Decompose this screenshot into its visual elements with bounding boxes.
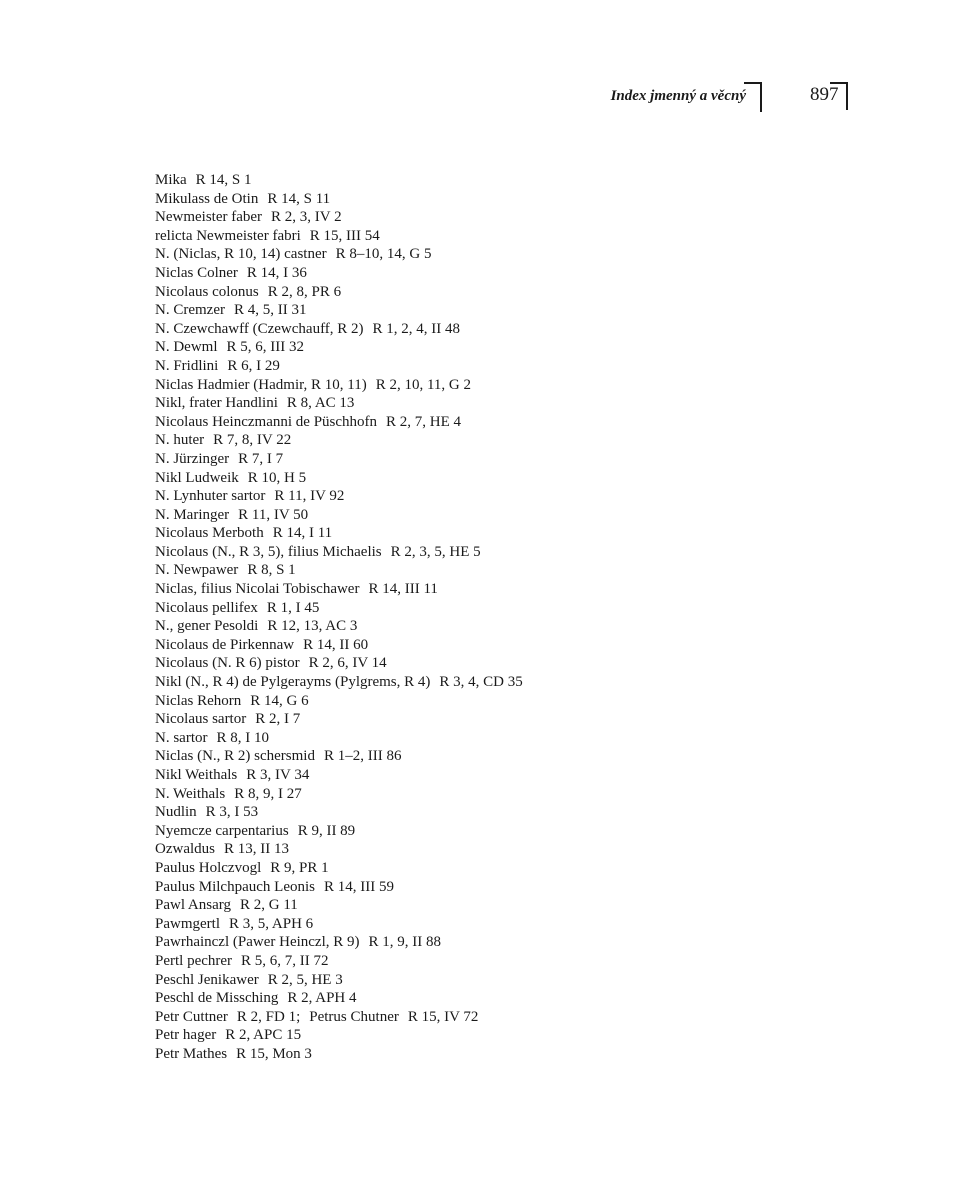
entry-name: N. huter [155, 432, 205, 449]
index-entry [155, 747, 523, 766]
entry-reference: R 3, 4, CD 35 [439, 674, 523, 691]
index-entry [155, 729, 523, 748]
entry-name: N. Fridlini [155, 357, 219, 374]
entry-name: Paulus Holczvogl [155, 859, 262, 876]
index-entry [155, 543, 523, 562]
entry-reference: R 8, I 10 [216, 729, 269, 746]
index-entry [155, 952, 523, 971]
running-title: Index jmenný a věcný [610, 88, 746, 104]
entry-reference: R 12, 13, AC 3 [267, 618, 358, 635]
entry-reference: R 14, G 6 [250, 692, 309, 709]
entry-reference: R 7, 8, IV 22 [213, 432, 292, 449]
index-entry [155, 878, 523, 897]
entry-reference: R 2, 3, IV 2 [271, 209, 342, 226]
entry-name: Nudlin [155, 804, 197, 821]
rule-corner [744, 82, 762, 84]
entry-name: Niclas Rehorn [155, 692, 242, 709]
entry-name: N. Lynhuter sartor [155, 488, 266, 505]
index-entry [155, 710, 523, 729]
entry-name: Mikulass de Otin [155, 190, 259, 207]
entry-name: Petr Mathes [155, 1045, 228, 1062]
index-entry [155, 469, 523, 488]
index-entry [155, 766, 523, 785]
entry-reference: R 8, AC 13 [286, 395, 355, 412]
entry-name: Nicolaus sartor [155, 711, 247, 728]
index-entry [155, 654, 523, 673]
entry-reference: R 15, III 54 [309, 227, 380, 244]
index-entry [155, 431, 523, 450]
entry-name: N. Weithals [155, 785, 226, 802]
index-entry [155, 859, 523, 878]
index-entry [155, 376, 523, 395]
entry-reference: R 2, I 7 [255, 711, 301, 728]
page-number: 897 [810, 84, 839, 105]
entry-reference: R 11, IV 92 [274, 488, 345, 505]
entry-reference: R 2, 5, HE 3 [267, 971, 343, 988]
entry-reference: R 1–2, III 86 [323, 748, 402, 765]
entry-reference: R 14, III 11 [368, 581, 438, 598]
index-entry [155, 487, 523, 506]
index-entry [155, 208, 523, 227]
entry-name: Nicolaus de Pirkennaw [155, 636, 295, 653]
entry-name-secondary: Petrus Chutner [309, 1008, 399, 1025]
entry-name: Nicolaus Heinczmanni de Püschhofn [155, 413, 378, 430]
entry-reference: R 3, 5, APH 6 [229, 915, 314, 932]
entry-name: Niclas Colner [155, 264, 238, 281]
entry-name: N. sartor [155, 729, 208, 746]
entry-name: Nicolaus pellifex [155, 599, 258, 616]
index-entry [155, 320, 523, 339]
entry-reference: R 10, H 5 [247, 469, 307, 486]
entry-reference: R 9, PR 1 [270, 859, 329, 876]
entry-name: Nyemcze carpentarius [155, 822, 289, 839]
index-entry [155, 636, 523, 655]
entry-reference: R 15, Mon 3 [236, 1045, 312, 1062]
entry-reference: R 2, G 11 [239, 897, 298, 914]
entry-reference: R 5, 6, 7, II 72 [241, 952, 329, 969]
index-entry [155, 301, 523, 320]
entry-reference: R 8, S 1 [247, 562, 296, 579]
index-entry [155, 524, 523, 543]
entry-name: N. Dewml [155, 339, 218, 356]
entry-reference: R 3, I 53 [205, 804, 259, 821]
entry-reference-secondary: R 15, IV 72 [407, 1008, 479, 1025]
entry-name: Nicolaus (N., R 3, 5), filius Michaelis [155, 543, 382, 560]
entry-name: Mika [155, 172, 187, 188]
index-entry [155, 413, 523, 432]
index-entry [155, 171, 523, 190]
entry-name: N. Newpawer [155, 562, 239, 579]
entry-reference: R 2, APC 15 [225, 1027, 302, 1044]
entry-reference: R 13, II 13 [224, 841, 289, 858]
entry-reference: R 6, I 29 [227, 357, 280, 374]
entry-name: Paulus Milchpauch Leonis [155, 878, 315, 895]
entry-name: N. Jürzinger [155, 450, 230, 467]
entry-name: N. (Niclas, R 10, 14) castner [155, 246, 327, 263]
entry-name: Niclas (N., R 2) schersmid [155, 748, 315, 765]
entry-reference: R 7, I 7 [238, 450, 284, 467]
entry-reference: R 5, 6, III 32 [226, 339, 304, 356]
entry-reference: R 2, 6, IV 14 [308, 655, 387, 672]
index-entry [155, 785, 523, 804]
index-entry [155, 580, 523, 599]
index-entry [155, 989, 523, 1008]
index-entry [155, 338, 523, 357]
entry-reference: R 1, 9, II 88 [368, 934, 442, 951]
entry-name: Petr hager [155, 1027, 217, 1044]
entry-name: relicta Newmeister fabri [155, 227, 301, 244]
index-entry [155, 506, 523, 525]
entry-reference: R 2, 8, PR 6 [267, 283, 342, 300]
entry-name: N. Czewchawff (Czewchauff, R 2) [155, 320, 364, 337]
index-entry [155, 264, 523, 283]
index-entry [155, 692, 523, 711]
entry-name: Pertl pechrer [155, 952, 233, 969]
index-entry [155, 915, 523, 934]
entry-name: Niclas Hadmier (Hadmir, R 10, 11) [155, 376, 367, 393]
index-entry [155, 1045, 523, 1064]
entry-reference: R 2, APH 4 [287, 990, 357, 1007]
entry-name: Petr Cuttner [155, 1008, 228, 1025]
entry-name: Nicolaus colonus [155, 283, 259, 300]
entry-reference: R 14, S 11 [267, 190, 331, 207]
index-entry [155, 394, 523, 413]
index-entry [155, 450, 523, 469]
index-entry [155, 673, 523, 692]
index-entry [155, 561, 523, 580]
entry-name: Nicolaus Merboth [155, 525, 264, 542]
entry-reference: R 11, IV 50 [238, 506, 309, 523]
entry-reference: R 14, S 1 [195, 172, 252, 188]
index-entry [155, 599, 523, 618]
index-entry [155, 1008, 523, 1027]
entry-reference: R 1, I 45 [266, 599, 320, 616]
entry-name: Nicolaus (N. R 6) pistor [155, 655, 300, 672]
index-entry [155, 245, 523, 264]
entry-name: Nikl Ludweik [155, 469, 239, 486]
entry-name: N., gener Pesoldi [155, 618, 259, 635]
entry-reference: R 2, FD 1; [236, 1008, 301, 1025]
entry-reference: R 3, IV 34 [246, 767, 310, 783]
entry-reference: R 14, II 60 [303, 636, 369, 653]
entry-name: N. Maringer [155, 506, 230, 523]
entry-name: Nikl, frater Handlini [155, 395, 278, 412]
entry-name: Pawrhainczl (Pawer Heinczl, R 9) [155, 934, 360, 951]
entry-name: N. Cremzer [155, 302, 225, 319]
index-entry [155, 896, 523, 915]
entry-reference: R 1, 2, 4, II 48 [372, 320, 461, 337]
entry-name: Ozwaldus [155, 841, 215, 858]
index-entry [155, 933, 523, 952]
entry-reference: R 4, 5, II 31 [233, 302, 307, 319]
entry-reference: R 2, 10, 11, G 2 [375, 376, 471, 393]
entry-name: Pawmgertl [155, 915, 220, 932]
index-entry [155, 840, 523, 859]
entry-name: Pawl Ansarg [155, 897, 231, 914]
entry-reference: R 14, III 59 [323, 878, 394, 895]
entry-reference: R 14, I 36 [246, 264, 307, 281]
entry-reference: R 8–10, 14, G 5 [335, 246, 432, 263]
index-entry [155, 190, 523, 209]
index-entry [155, 971, 523, 990]
entry-reference: R 9, II 89 [297, 822, 356, 839]
entry-reference: R 2, 3, 5, HE 5 [390, 543, 481, 560]
index-entry-list [155, 171, 523, 1064]
entry-name: Peschl de Missching [155, 990, 279, 1007]
index-entry [155, 803, 523, 822]
index-entry [155, 617, 523, 636]
index-entry [155, 1026, 523, 1045]
entry-reference: R 14, I 11 [272, 525, 333, 542]
entry-name: Niclas, filius Nicolai Tobischawer [155, 581, 360, 598]
index-entry [155, 357, 523, 376]
entry-name: Newmeister faber [155, 209, 263, 226]
entry-reference: R 8, 9, I 27 [234, 785, 302, 802]
entry-name: Peschl Jenikawer [155, 971, 259, 988]
entry-name: Nikl (N., R 4) de Pylgerayms (Pylgrems, R 4) [155, 674, 431, 691]
entry-reference: R 2, 7, HE 4 [386, 413, 462, 430]
index-entry [155, 283, 523, 302]
index-entry [155, 822, 523, 841]
index-entry [155, 227, 523, 246]
entry-name: Nikl Weithals [155, 767, 238, 783]
